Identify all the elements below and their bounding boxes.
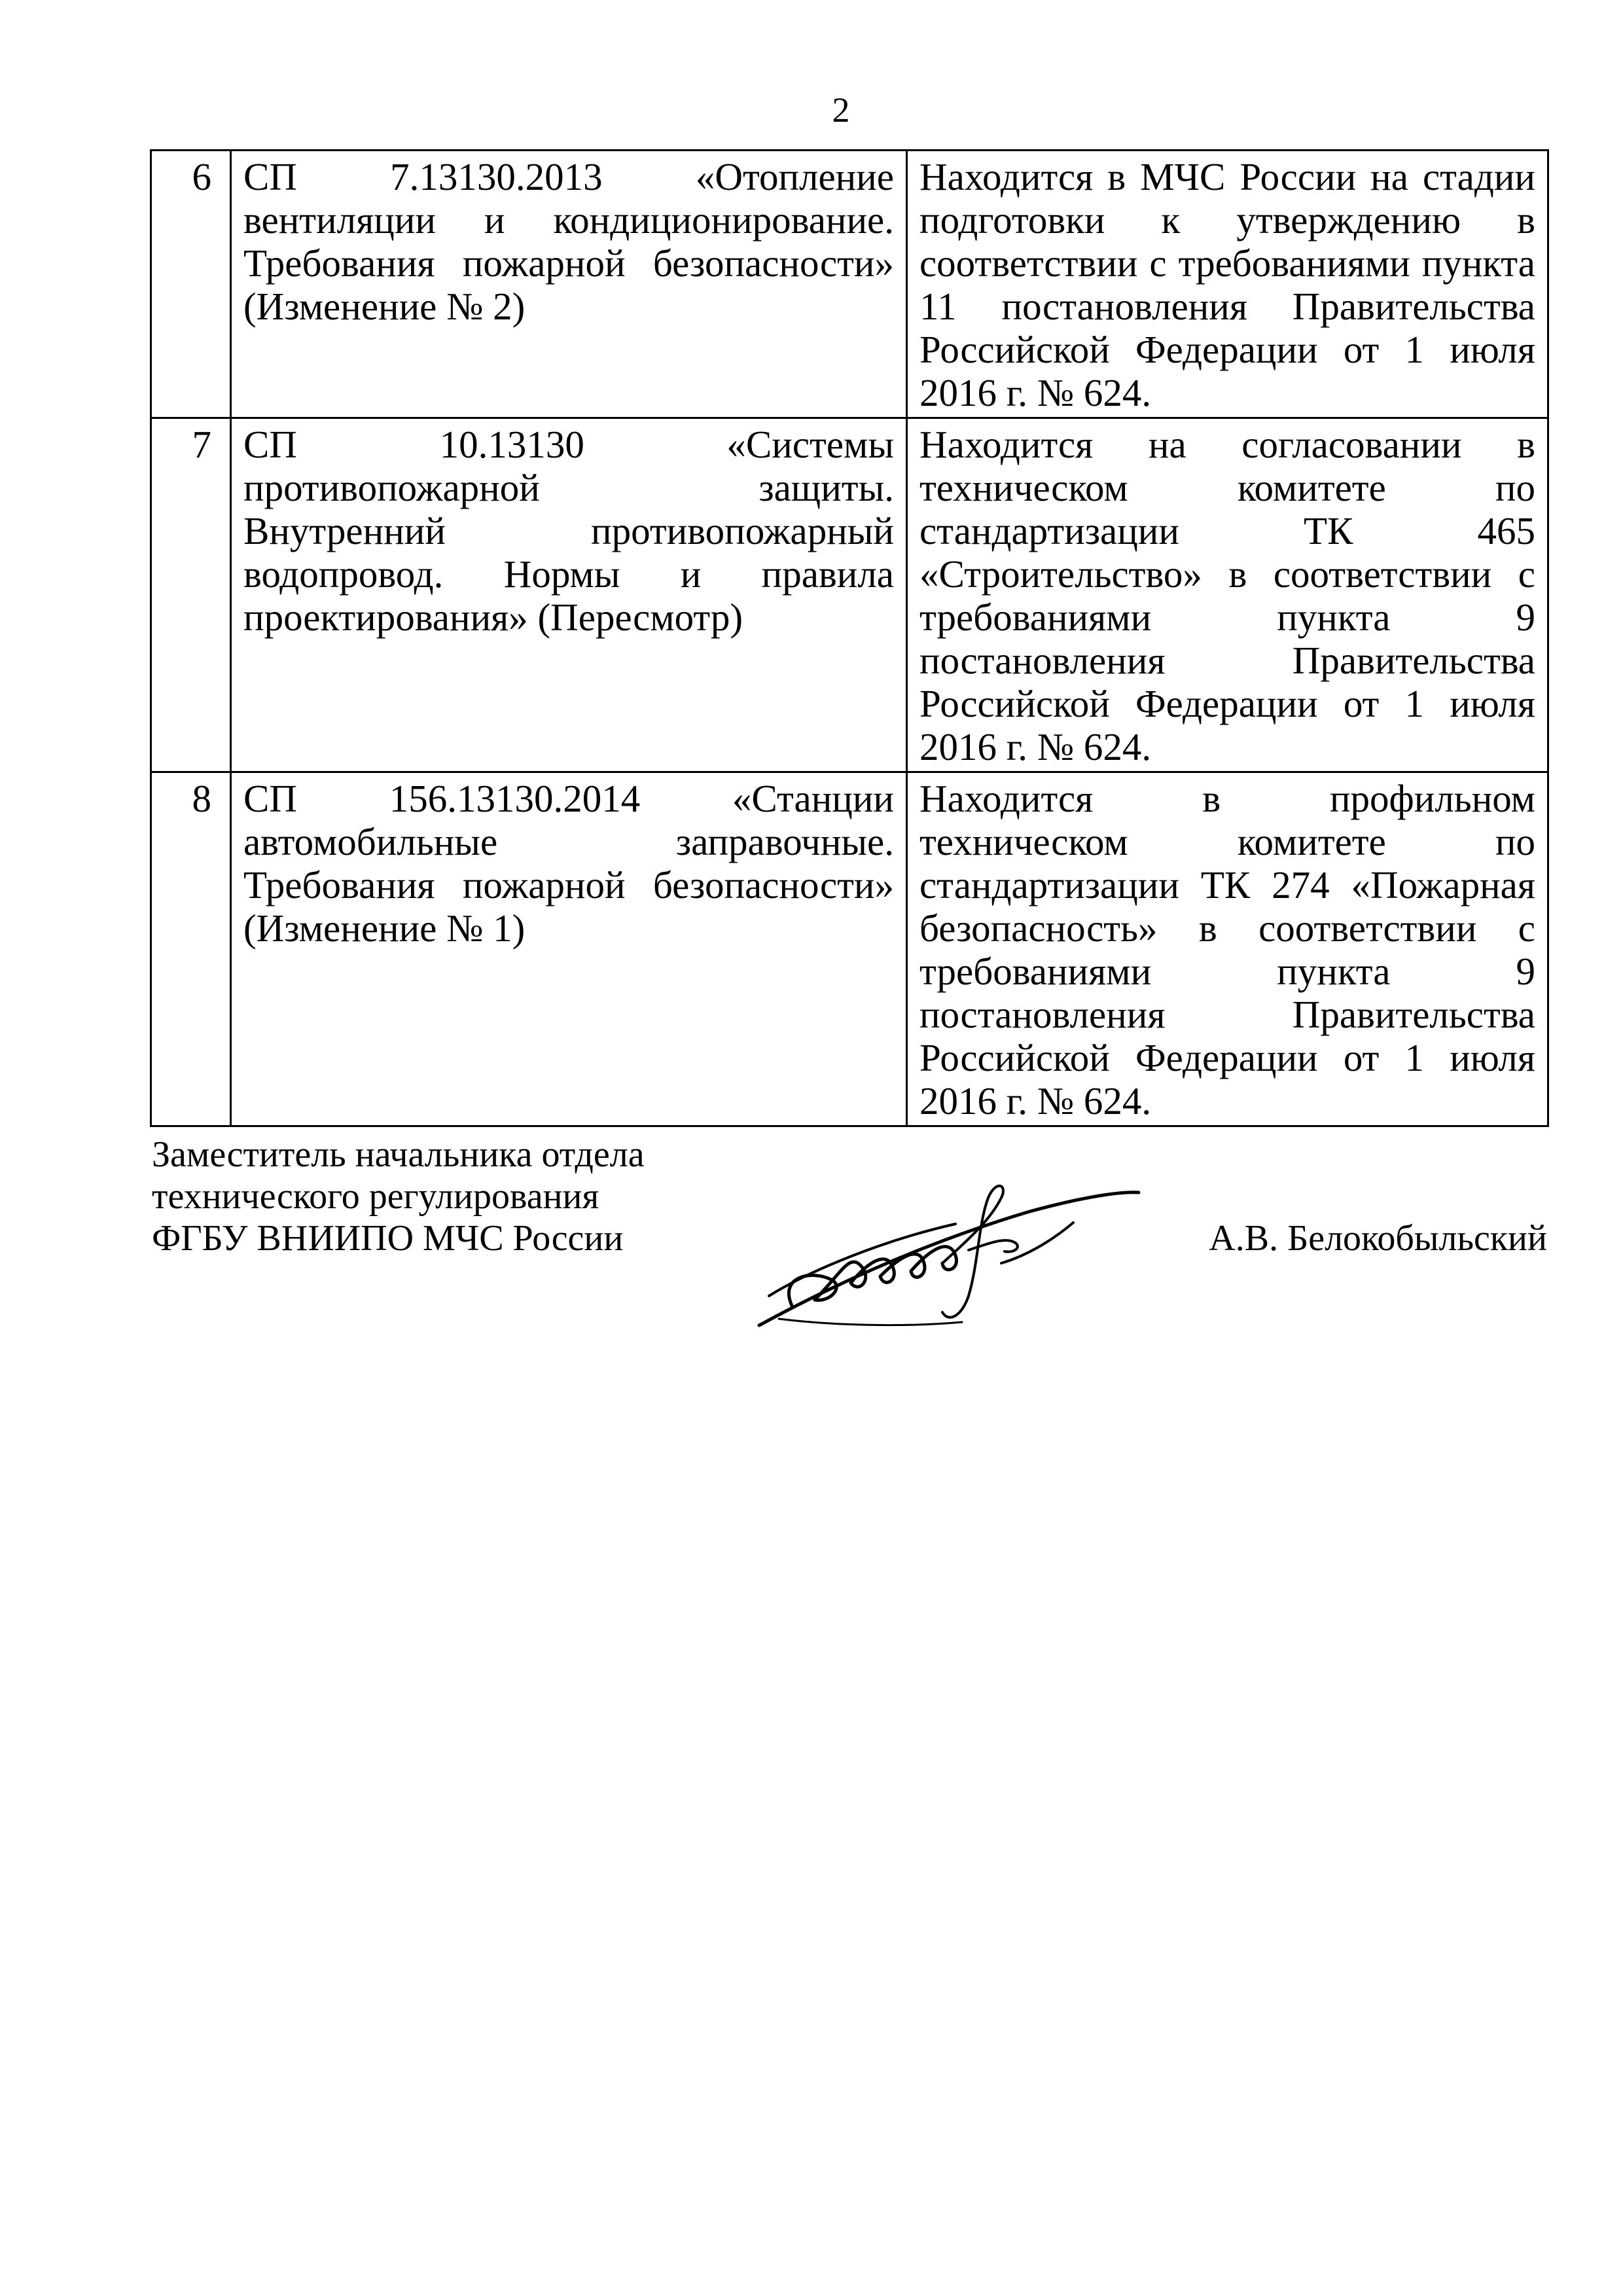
handwritten-signature bbox=[753, 1172, 1145, 1332]
row-number: 6 bbox=[151, 151, 231, 418]
table-row bbox=[151, 772, 1548, 1126]
document-status: Находится на согласовании в техническом комитете по стандартизации ТК 465 «Строительство» в соответствии с требованиями пункта 9 постановления Правительства Российской Федерации от 1 июля 2016 г. № 624. bbox=[907, 418, 1548, 772]
signatory-name: А.В. Белокобыльский bbox=[1209, 1218, 1547, 1259]
table-row bbox=[151, 418, 1548, 772]
row-number: 7 bbox=[151, 418, 231, 772]
signatory-position bbox=[152, 1134, 645, 1259]
document-status: Находится в профильном техническом комитете по стандартизации ТК 274 «Пожарная безопасность» в соответствии с требованиями пункта 9 постановления Правительства Российской Федерации от 1 июля 2016 г. № 624. bbox=[907, 772, 1548, 1126]
row-number: 8 bbox=[151, 772, 231, 1126]
status-table bbox=[150, 149, 1549, 1127]
table-row bbox=[151, 151, 1548, 418]
document-status: Находится в МЧС России на стадии подготовки к утверждению в соответствии с требованиями пункта 11 постановления Правительства Российской Федерации от 1 июля 2016 г. № 624. bbox=[907, 151, 1548, 418]
position-line: ФГБУ ВНИИПО МЧС России bbox=[152, 1218, 624, 1259]
document-title: СП 10.13130 «Системы противопожарной защиты. Внутренний противопожарный водопровод. Нормы и правила проектирования» (Пересмотр) bbox=[231, 418, 907, 772]
page-number: 2 bbox=[832, 90, 850, 130]
position-line: Заместитель начальника отдела bbox=[152, 1134, 645, 1175]
document-title: СП 7.13130.2013 «Отопление вентиляции и кондиционирование. Требования пожарной безопасности» (Изменение № 2) bbox=[231, 151, 907, 418]
document-title: СП 156.13130.2014 «Станции автомобильные заправочные. Требования пожарной безопасности» (Изменение № 1) bbox=[231, 772, 907, 1126]
position-line: технического регулирования bbox=[152, 1176, 599, 1217]
